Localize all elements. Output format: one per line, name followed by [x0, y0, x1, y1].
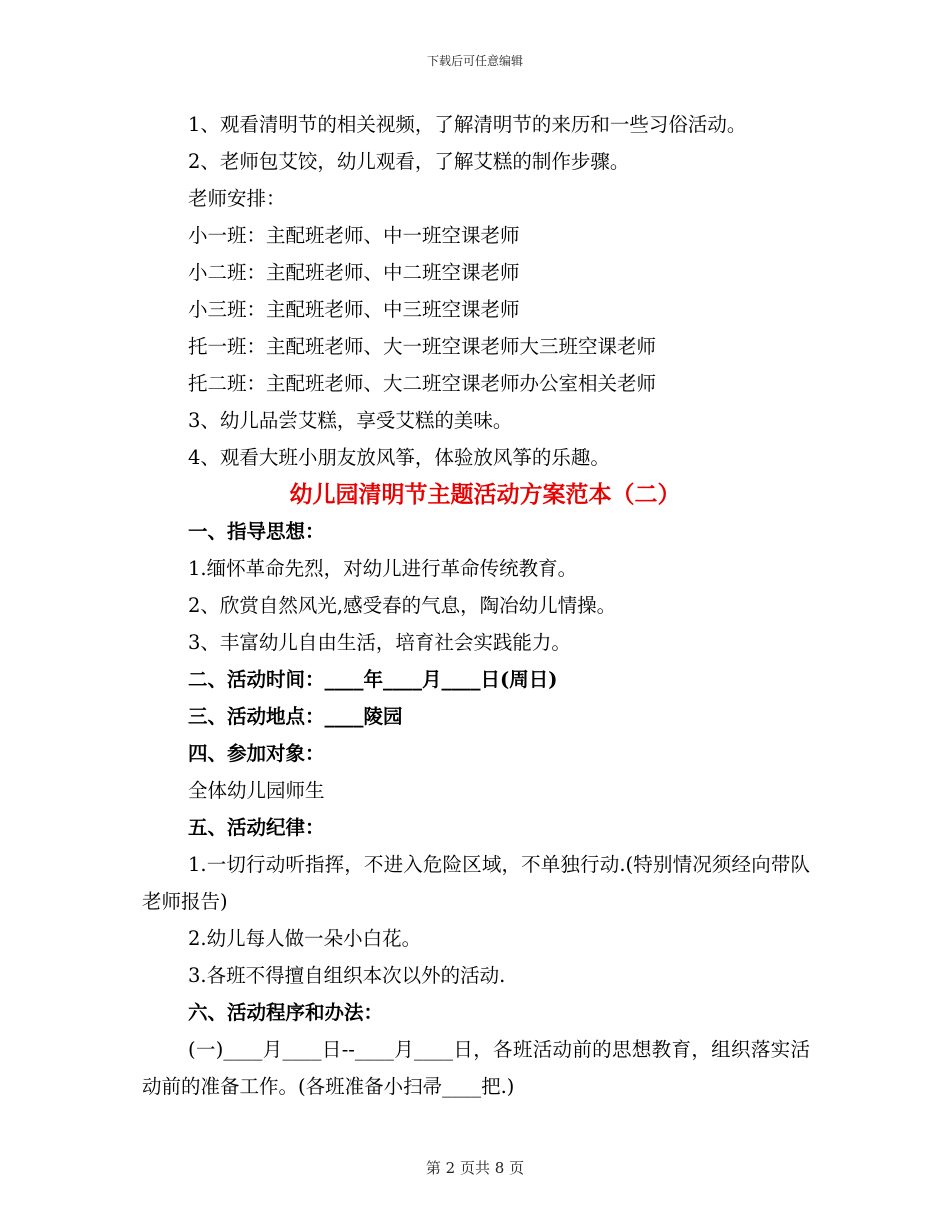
section-heading: 一、指导思想： [188, 520, 325, 543]
section-heading: 六、活动程序和办法： [188, 1001, 384, 1024]
text-line: 小一班：主配班老师、中一班空课老师 [188, 224, 520, 247]
text-line: 2、老师包艾饺，幼儿观看，了解艾糕的制作步骤。 [188, 150, 630, 173]
text-line: 全体幼儿园师生 [188, 779, 325, 802]
text-line: 3、幼儿品尝艾糕，享受艾糕的美味。 [188, 409, 513, 432]
list-item: 3.各班不得擅自组织本次以外的活动. [188, 964, 506, 987]
section-heading: 二、活动时间：____年____月____日(周日) [188, 668, 558, 691]
text-line: 小三班：主配班老师、中三班空课老师 [188, 298, 520, 321]
list-item: 1.一切行动听指挥，不进入危险区域，不单独行动.(特别情况须经向带队老师报告) [142, 853, 810, 913]
text-line: 托二班：主配班老师、大二班空课老师办公室相关老师 [188, 372, 657, 395]
list-item: 3、丰富幼儿自由生活，培育社会实践能力。 [188, 631, 571, 654]
text-line: 老师安排： [188, 187, 286, 210]
section-heading: 五、活动纪律： [188, 816, 325, 839]
list-item: 2、欣赏自然风光,感受春的气息，陶冶幼儿情操。 [188, 594, 617, 617]
section-heading: 四、参加对象： [188, 742, 325, 765]
page-number: 第 2 页共 8 页 [425, 1159, 525, 1177]
text-line: 1、观看清明节的相关视频，了解清明节的来历和一些习俗活动。 [188, 113, 747, 136]
page-header-note: 下载后可任意编辑 [426, 54, 523, 68]
section-title: 幼儿园清明节主题活动方案范本（二） [289, 481, 681, 508]
text-line: 托一班：主配班老师、大一班空课老师大三班空课老师 [188, 335, 657, 358]
document-body [142, 106, 810, 1105]
list-item: (一)____月____日--____月____日，各班活动前的思想教育，组织落实活动前的准备工作。(各班准备小扫帚____把.) [142, 1038, 810, 1098]
text-line: 小二班：主配班老师、中二班空课老师 [188, 261, 520, 284]
section-heading: 三、活动地点：____陵园 [188, 705, 403, 728]
text-line: 4、观看大班小朋友放风筝，体验放风筝的乐趣。 [188, 446, 610, 469]
list-item: 2.幼儿每人做一朵小白花。 [188, 927, 422, 950]
list-item: 1.缅怀革命先烈，对幼儿进行革命传统教育。 [188, 557, 578, 580]
